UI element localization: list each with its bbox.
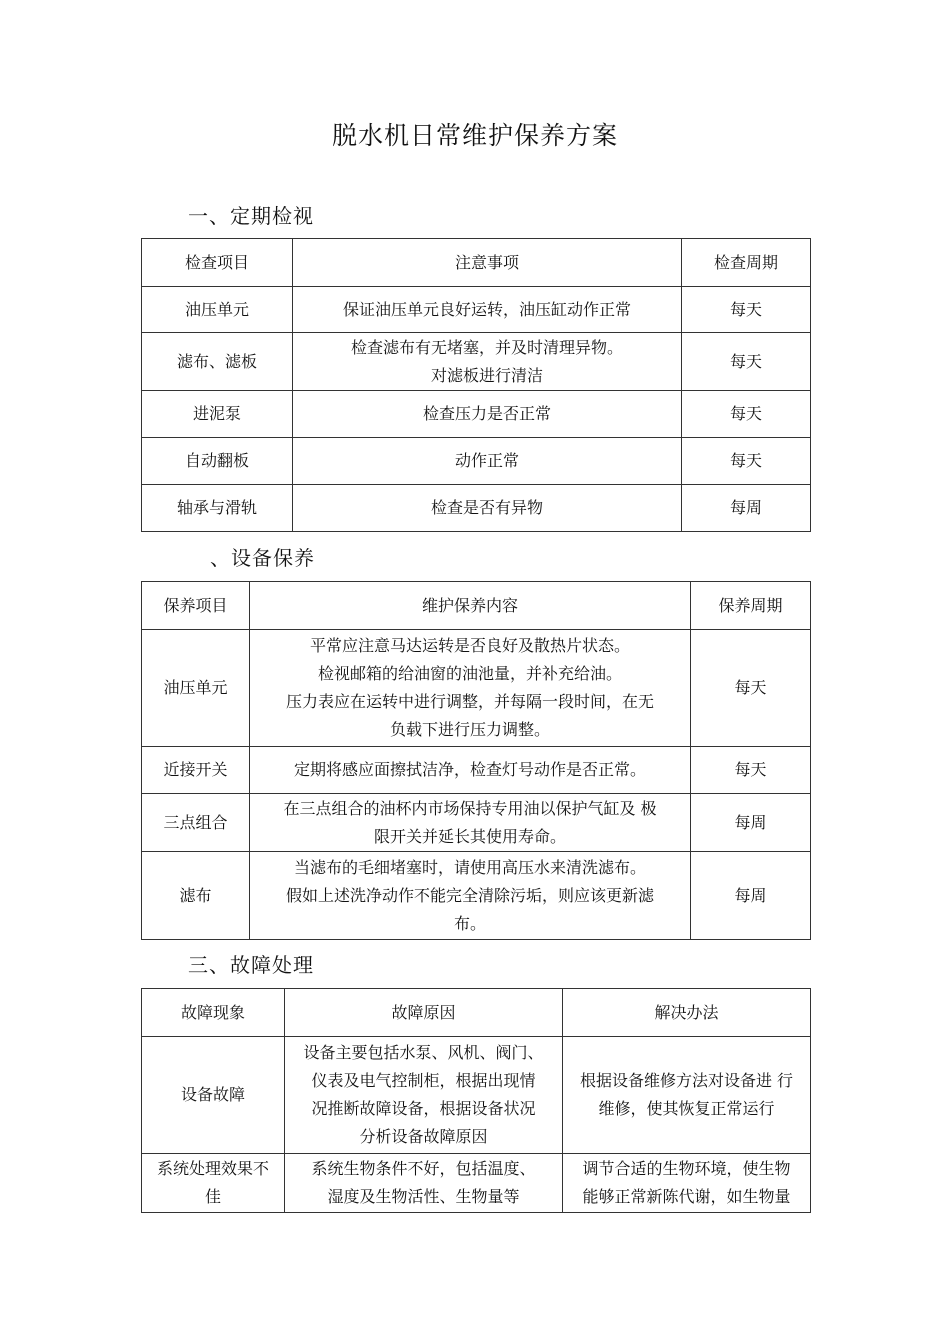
header-cell: 维护保养内容 xyxy=(250,582,691,630)
period-cell: 每周 xyxy=(691,794,811,852)
header-cell: 保养项目 xyxy=(142,582,250,630)
notes-cell xyxy=(293,438,682,485)
table-row xyxy=(142,485,811,532)
notes-line: 保证油压单元良好运转，油压缸动作正常 xyxy=(342,299,631,319)
header-cell: 故障现象 xyxy=(142,989,285,1037)
notes-cell xyxy=(293,391,682,438)
content-cell xyxy=(250,794,691,852)
period-cell: 每天 xyxy=(682,287,811,333)
content-line: 布。 xyxy=(453,913,486,933)
table-row xyxy=(142,630,811,747)
table-header-row xyxy=(142,582,811,630)
notes-cell xyxy=(293,485,682,532)
section-heading-troubleshooting: 三、故障处理 xyxy=(188,953,314,977)
table-row xyxy=(142,333,811,391)
cause-cell xyxy=(285,1037,563,1154)
cause-line: 分析设备故障原因 xyxy=(359,1127,488,1146)
content-cell xyxy=(250,630,691,747)
header-cell: 解决办法 xyxy=(563,989,811,1037)
content-line: 当滤布的毛细堵塞时，请使用高压水来清洗滤布。 xyxy=(293,857,646,877)
period-cell: 每天 xyxy=(682,391,811,438)
notes-cell xyxy=(293,333,682,391)
solution-line: 维修，使其恢复正常运行 xyxy=(598,1099,775,1118)
table-row xyxy=(142,794,811,852)
section-heading-maintenance: 、设备保养 xyxy=(210,546,315,570)
table-row xyxy=(142,1154,811,1213)
notes-line: 检查是否有异物 xyxy=(430,498,543,517)
period-cell: 每周 xyxy=(691,852,811,940)
symptom-line: 设备故障 xyxy=(180,1085,245,1104)
table-row xyxy=(142,287,811,333)
content-line: 在三点组合的油杯内市场保持专用油以保护气缸及 极 xyxy=(283,798,657,818)
item-cell: 轴承与滑轨 xyxy=(142,485,293,532)
content-cell xyxy=(250,747,691,794)
cause-line: 仪表及电气控制柜，根据出现情 xyxy=(311,1071,536,1090)
notes-line: 检查压力是否正常 xyxy=(422,404,551,423)
period-cell: 每天 xyxy=(691,630,811,747)
notes-line: 对滤板进行清洁 xyxy=(430,365,543,385)
table-header-row xyxy=(142,239,811,287)
cause-cell xyxy=(285,1154,563,1213)
item-cell: 近接开关 xyxy=(142,747,250,794)
cause-line: 况推断故障设备，根据设备状况 xyxy=(311,1099,536,1118)
content-line: 限开关并延长其使用寿命。 xyxy=(373,826,566,846)
inspection-table xyxy=(141,238,811,532)
header-cell: 检查周期 xyxy=(682,239,811,287)
content-line: 压力表应在运转中进行调整，并每隔一段时间，在无 xyxy=(285,692,654,711)
table-row xyxy=(142,747,811,794)
cause-line: 设备主要包括水泵、风机、阀门、 xyxy=(303,1043,544,1062)
period-cell: 每天 xyxy=(682,438,811,485)
notes-cell xyxy=(293,287,682,333)
item-cell: 进泥泵 xyxy=(142,391,293,438)
symptom-line: 佳 xyxy=(204,1187,221,1206)
cause-line: 系统生物条件不好，包括温度、 xyxy=(311,1159,536,1178)
item-cell: 自动翻板 xyxy=(142,438,293,485)
content-line: 负载下进行压力调整。 xyxy=(389,720,550,739)
symptom-cell xyxy=(142,1037,285,1154)
table-row xyxy=(142,391,811,438)
document-title: 脱水机日常维护保养方案 xyxy=(331,121,618,150)
header-cell: 故障原因 xyxy=(285,989,563,1037)
notes-line: 检查滤布有无堵塞，并及时清理异物。 xyxy=(350,337,623,357)
content-line: 假如上述洗净动作不能完全清除污垢，则应该更新滤 xyxy=(285,885,654,905)
solution-line: 能够正常新陈代谢，如生物量 xyxy=(582,1187,791,1206)
solution-line: 根据设备维修方法对设备进 行 xyxy=(579,1071,794,1090)
solution-line: 调节合适的生物环境，使生物 xyxy=(582,1159,791,1178)
maintenance-table xyxy=(141,581,811,940)
item-cell: 滤布 xyxy=(142,852,250,940)
period-cell: 每天 xyxy=(691,747,811,794)
item-cell: 油压单元 xyxy=(142,287,293,333)
content-line: 检视邮箱的给油窗的油池量，并补充给油。 xyxy=(317,664,622,683)
table-row xyxy=(142,438,811,485)
item-cell: 滤布、滤板 xyxy=(142,333,293,391)
symptom-line: 系统处理效果不 xyxy=(156,1159,269,1178)
solution-cell xyxy=(563,1154,811,1213)
cause-line: 湿度及生物活性、生物量等 xyxy=(327,1187,520,1206)
period-cell: 每天 xyxy=(682,333,811,391)
solution-cell xyxy=(563,1037,811,1154)
table-header-row xyxy=(142,989,811,1037)
header-cell: 注意事项 xyxy=(293,239,682,287)
content-cell xyxy=(250,852,691,940)
notes-line: 动作正常 xyxy=(454,451,519,470)
symptom-cell xyxy=(142,1154,285,1213)
period-cell: 每周 xyxy=(682,485,811,532)
item-cell: 油压单元 xyxy=(142,630,250,747)
table-row xyxy=(142,852,811,940)
troubleshooting-table xyxy=(141,988,811,1213)
header-cell: 保养周期 xyxy=(691,582,811,630)
section-heading-inspection: 一、定期检视 xyxy=(188,204,314,228)
content-line: 平常应注意马达运转是否良好及散热片状态。 xyxy=(309,636,630,655)
table-row xyxy=(142,1037,811,1154)
header-cell: 检查项目 xyxy=(142,239,293,287)
content-line: 定期将感应面擦拭洁净，检查灯号动作是否正常。 xyxy=(293,760,646,779)
item-cell: 三点组合 xyxy=(142,794,250,852)
